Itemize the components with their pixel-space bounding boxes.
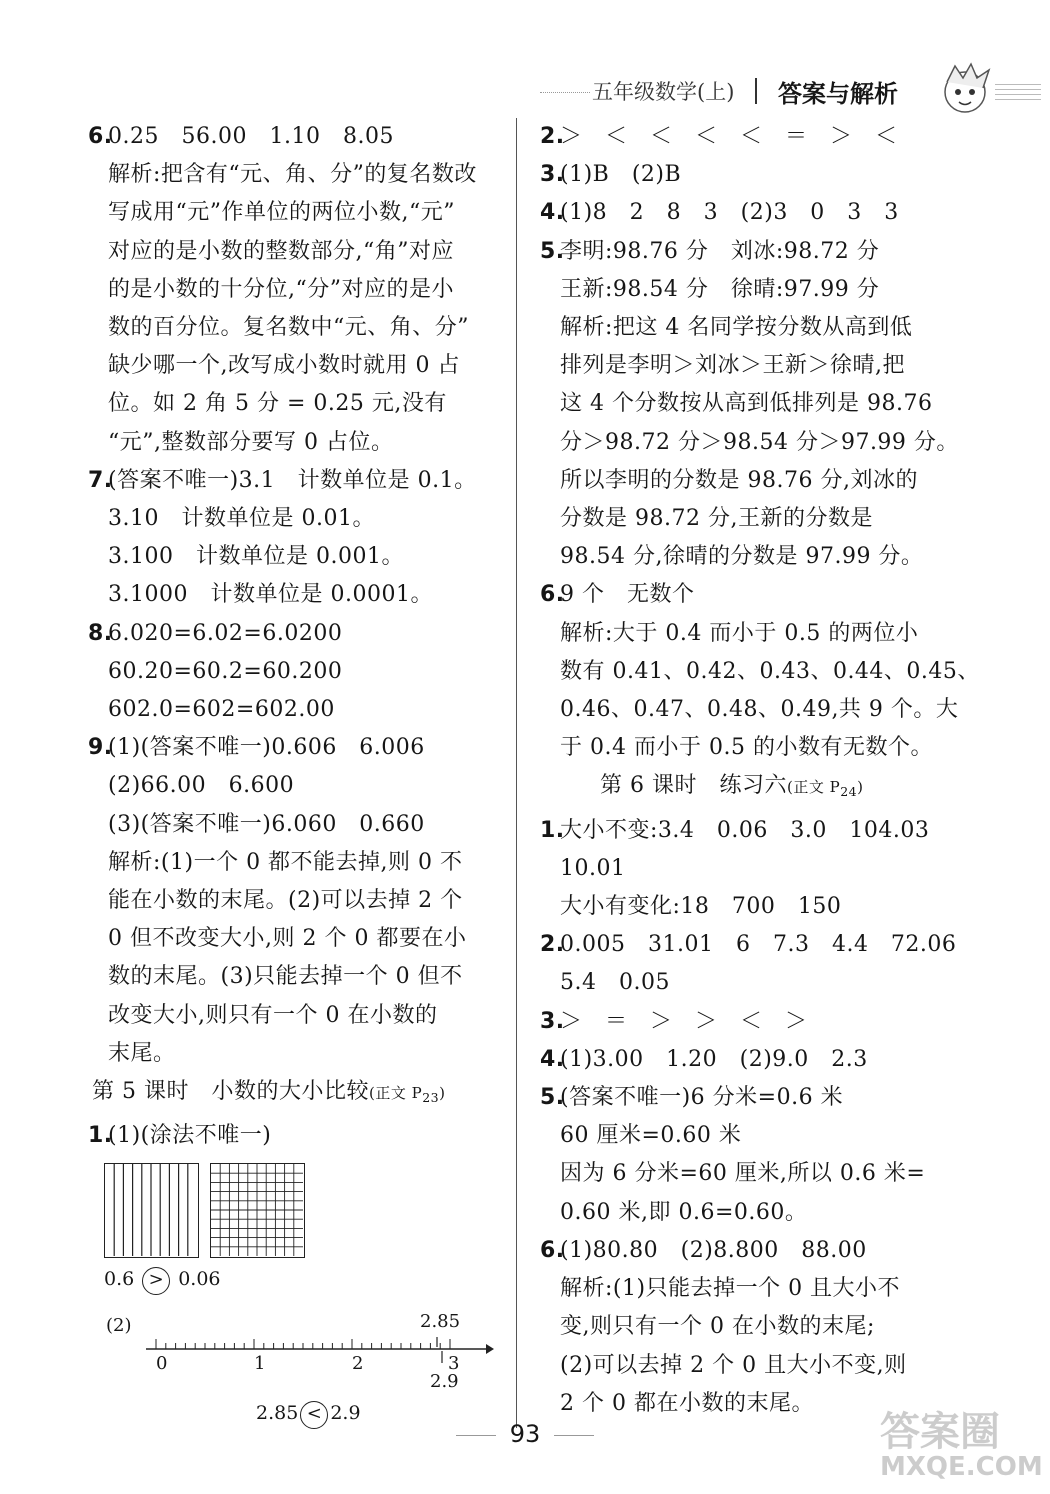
lesson6-title: 第 6 课时 练习六 [600, 773, 787, 799]
answer-line [88, 500, 506, 538]
header-subject: 五年级数学(上) [592, 80, 735, 104]
answer-line [88, 233, 506, 271]
answer-text: 的是小数的十分位,“分”对应的是小 [108, 276, 454, 302]
answer-text: (1)(答案不唯一)0.606 6.006 [108, 735, 425, 761]
answer-line [540, 729, 970, 767]
answer-line [540, 1347, 970, 1385]
answer-text: 解析:把这 4 名同学按分数从高到低 [560, 315, 913, 341]
answer-text: 对应的是小数的整数部分,“角”对应 [108, 238, 454, 264]
question-number: 6. [88, 124, 113, 149]
answer-text: 3.1000 计数单位是 0.0001。 [108, 582, 433, 608]
question-number: 2. [540, 124, 565, 149]
answer-text: 所以李明的分数是 98.76 分,刘冰的 [560, 467, 918, 493]
answer-line [88, 424, 506, 462]
answer-line [88, 309, 506, 347]
answer-line [540, 964, 970, 1002]
answer-text: 10.01 [560, 855, 626, 881]
question-number: 8. [88, 620, 113, 646]
header-separator [755, 78, 757, 104]
answer-text: 分数是 98.72 分,王新的分数是 [560, 506, 873, 532]
footer-dash-right [554, 1435, 594, 1436]
footer-dash-left [456, 1435, 496, 1436]
answer-line [88, 118, 506, 156]
answer-text: 0.25 56.00 1.10 8.05 [108, 124, 394, 149]
answer-line [540, 1232, 970, 1270]
answer-text: 排列是李明＞刘冰＞王新＞徐晴,把 [560, 353, 905, 379]
number-line [146, 1335, 496, 1375]
question-number: 7. [88, 467, 113, 493]
answer-line [540, 1079, 970, 1117]
question-number: 6. [540, 1237, 565, 1263]
answer-line [540, 271, 970, 309]
lesson6-ref-end: ) [857, 778, 864, 797]
answer-text: 因为 6 分米=60 厘米,所以 0.6 米= [560, 1161, 926, 1187]
question-number: 9. [88, 735, 113, 761]
answer-text: 末尾。 [108, 1040, 176, 1066]
question-number: 3. [540, 1008, 565, 1034]
answer-text: 5.4 0.05 [560, 970, 670, 996]
lesson6-ref: (正文 P [786, 778, 841, 797]
answer-text: (1)3.00 1.20 (2)9.0 2.3 [560, 1046, 868, 1072]
answer-line [88, 767, 506, 805]
page-footer [430, 1420, 620, 1448]
answer-text: 98.54 分,徐晴的分数是 97.99 分。 [560, 544, 924, 570]
answer-text: 9 个 无数个 [560, 582, 695, 608]
answer-line [88, 385, 506, 423]
answer-text: (3)(答案不唯一)6.060 0.660 [108, 811, 425, 837]
answer-text: 3.100 计数单位是 0.001。 [108, 544, 404, 570]
answer-text: 3.10 计数单位是 0.01。 [108, 506, 375, 532]
answer-line [540, 118, 970, 156]
answer-line [88, 997, 506, 1035]
answer-line [540, 194, 970, 232]
answer-line [88, 347, 506, 385]
answer-line [540, 576, 970, 614]
answer-line [540, 1270, 970, 1308]
answer-text: 解析:(1)只能去掉一个 0 且大小不 [560, 1276, 901, 1302]
answer-line [540, 1117, 970, 1155]
answer-line [540, 812, 970, 850]
answer-line [88, 882, 506, 920]
answer-line [88, 538, 506, 576]
tenths-grid [104, 1163, 199, 1258]
answer-line [88, 958, 506, 996]
grid-comparison [104, 1267, 221, 1295]
answer-text: 60 厘米=0.60 米 [560, 1123, 742, 1149]
answer-line [540, 1194, 970, 1232]
tick-label-3: 3 [448, 1353, 460, 1375]
compare-symbol: > [142, 1267, 170, 1295]
answer-text: (答案不唯一)6 分米=0.6 米 [560, 1085, 844, 1111]
answer-line [540, 1155, 970, 1193]
answer-line [540, 1003, 970, 1041]
answer-line [540, 385, 970, 423]
answer-line [88, 691, 506, 729]
answer-text: 数的百分位。复名数中“元、角、分” [108, 315, 469, 341]
answer-text: 0.60 米,即 0.6=0.60。 [560, 1199, 808, 1225]
tick-label-1: 1 [254, 1353, 266, 1375]
answer-text: 分＞98.72 分＞98.54 分＞97.99 分。 [560, 429, 959, 455]
question-number: 6. [540, 582, 565, 608]
left-column [88, 118, 506, 1445]
lesson6-heading [540, 767, 970, 811]
right-column [540, 118, 980, 1423]
answer-line [540, 347, 970, 385]
answer-text: 数的末尾。(3)只能去掉一个 0 但不 [108, 964, 463, 990]
answer-text: 大小有变化:18 700 150 [560, 894, 842, 920]
answer-line [88, 806, 506, 844]
tick-label-2: 2 [352, 1353, 364, 1375]
compare-symbol: < [300, 1401, 328, 1429]
answer-line [88, 615, 506, 653]
answer-text: 变,则只有一个 0 在小数的末尾; [560, 1314, 875, 1340]
answer-text: 李明:98.76 分 刘冰:98.72 分 [560, 238, 880, 264]
lesson5-heading [88, 1073, 506, 1117]
question-number: 2. [540, 932, 565, 958]
answer-text: 2 个 0 都在小数的末尾。 [560, 1390, 814, 1416]
answer-line [88, 194, 506, 232]
answer-text: 解析:大于 0.4 而小于 0.5 的两位小 [560, 620, 919, 646]
number-line-label: (2) [106, 1315, 132, 1337]
answer-text: 解析:把含有“元、角、分”的复名数改 [108, 162, 477, 188]
answer-line [540, 653, 980, 691]
compare-right: 0.06 [178, 1268, 221, 1291]
hundredths-grid [210, 1163, 305, 1258]
answer-line [88, 844, 506, 882]
answer-line [540, 1041, 970, 1079]
answer-line [540, 926, 970, 964]
answer-text: 写成用“元”作单位的两位小数,“元” [108, 200, 455, 226]
answer-line [540, 850, 970, 888]
lesson5-ref: (正文 P [368, 1084, 423, 1103]
header-dotted-line [540, 92, 590, 93]
watermark-logo: 答案圈 [880, 1409, 1000, 1455]
compare-right: 2.9 [330, 1402, 361, 1425]
watermark-url: MXQE.COM [880, 1452, 1043, 1482]
answer-line [88, 1035, 506, 1073]
question-number: 1. [88, 1123, 113, 1149]
question-text: (1)(涂法不唯一) [108, 1123, 272, 1149]
answer-text: 于 0.4 而小于 0.5 的小数有无数个。 [560, 735, 933, 761]
mascot-icon [935, 62, 997, 120]
tick-label-0: 0 [156, 1353, 168, 1375]
question-number: 1. [540, 817, 565, 843]
answer-text: (2)66.00 6.600 [108, 773, 295, 799]
answer-text: “元”,整数部分要写 0 占位。 [108, 429, 394, 455]
header-decor-lines [995, 84, 1041, 104]
answer-line [540, 309, 970, 347]
answer-text: 这 4 个分数按从高到低排列是 98.76 [560, 391, 933, 417]
mark-b-label: 2.9 [430, 1371, 459, 1393]
question-number: 5. [540, 238, 565, 264]
lesson5-title: 第 5 课时 小数的大小比较 [92, 1079, 369, 1105]
lesson6-ref-sub: 24 [840, 784, 858, 800]
right-answers [540, 118, 980, 767]
question-number: 4. [540, 1046, 565, 1072]
answer-line [540, 615, 970, 653]
question-number: 3. [540, 162, 565, 188]
answer-text: 数有 0.41、0.42、0.43、0.44、0.45、 [560, 658, 980, 684]
question-number: 5. [540, 1085, 565, 1111]
answer-text: 能在小数的末尾。(2)可以去掉 2 个 [108, 888, 463, 914]
answer-line [540, 233, 970, 271]
answer-line [540, 538, 970, 576]
answer-text: 位。如 2 角 5 分 = 0.25 元,没有 [108, 391, 447, 417]
compare-left: 2.85 [256, 1402, 299, 1425]
left-q1 [88, 1117, 506, 1155]
answer-text: (1)B (2)B [560, 162, 682, 188]
answer-text: 大小不变:3.4 0.06 3.0 104.03 [560, 817, 930, 843]
answer-line [540, 156, 970, 194]
answer-line [88, 653, 506, 691]
answer-text: 60.20=60.2=60.200 [108, 658, 343, 684]
answer-text: 王新:98.54 分 徐晴:97.99 分 [560, 276, 880, 302]
header-section: 答案与解析 [778, 80, 898, 108]
answer-text: ＞ ＝ ＞ ＞ ＜ ＞ [560, 1008, 808, 1034]
page-number: 93 [509, 1420, 541, 1448]
answer-text: 0.005 31.01 6 7.3 4.4 72.06 [560, 932, 957, 958]
answer-text: (1)80.80 (2)8.800 88.00 [560, 1237, 867, 1263]
answer-text: (1)8 2 8 3 (2)3 0 3 3 [560, 200, 899, 226]
answer-text: 602.0=602=602.00 [108, 697, 335, 723]
mark-a-label: 2.85 [420, 1311, 461, 1333]
answer-line [88, 576, 506, 614]
lesson5-ref-sub: 23 [422, 1090, 440, 1106]
answer-text: (答案不唯一)3.1 计数单位是 0.1。 [108, 467, 477, 493]
grid-figure [104, 1155, 506, 1315]
answer-text: 0 但不改变大小,则 2 个 0 都要在小 [108, 926, 467, 952]
answer-line [540, 888, 970, 926]
left-answers [88, 118, 506, 1073]
answer-line [540, 424, 970, 462]
answer-line [88, 271, 506, 309]
answer-line [540, 500, 970, 538]
column-divider [516, 118, 517, 1428]
compare-left: 0.6 [104, 1268, 135, 1291]
answer-text: 解析:(1)一个 0 都不能去掉,则 0 不 [108, 849, 463, 875]
answer-text: 6.020=6.02=6.0200 [108, 620, 343, 646]
lesson5-ref-end: ) [439, 1084, 446, 1103]
answer-text: (2)可以去掉 2 个 0 且大小不变,则 [560, 1352, 907, 1378]
answer-text: 改变大小,则只有一个 0 在小数的 [108, 1002, 438, 1028]
answer-text: ＞ ＜ ＜ ＜ ＜ ＝ ＞ ＜ [560, 124, 898, 149]
answer-line [88, 729, 506, 767]
answer-line [88, 920, 506, 958]
answer-line [540, 462, 970, 500]
right-answers-lesson6 [540, 812, 970, 1423]
answer-line [88, 156, 506, 194]
answer-line [540, 691, 970, 729]
question-number: 4. [540, 200, 565, 226]
answer-text: 0.46、0.47、0.48、0.49,共 9 个。大 [560, 697, 959, 723]
answer-line [88, 462, 506, 500]
answer-text: 缺少哪一个,改写成小数时就用 0 占 [108, 353, 460, 379]
number-line-comparison [256, 1401, 361, 1429]
answer-line [540, 1308, 970, 1346]
